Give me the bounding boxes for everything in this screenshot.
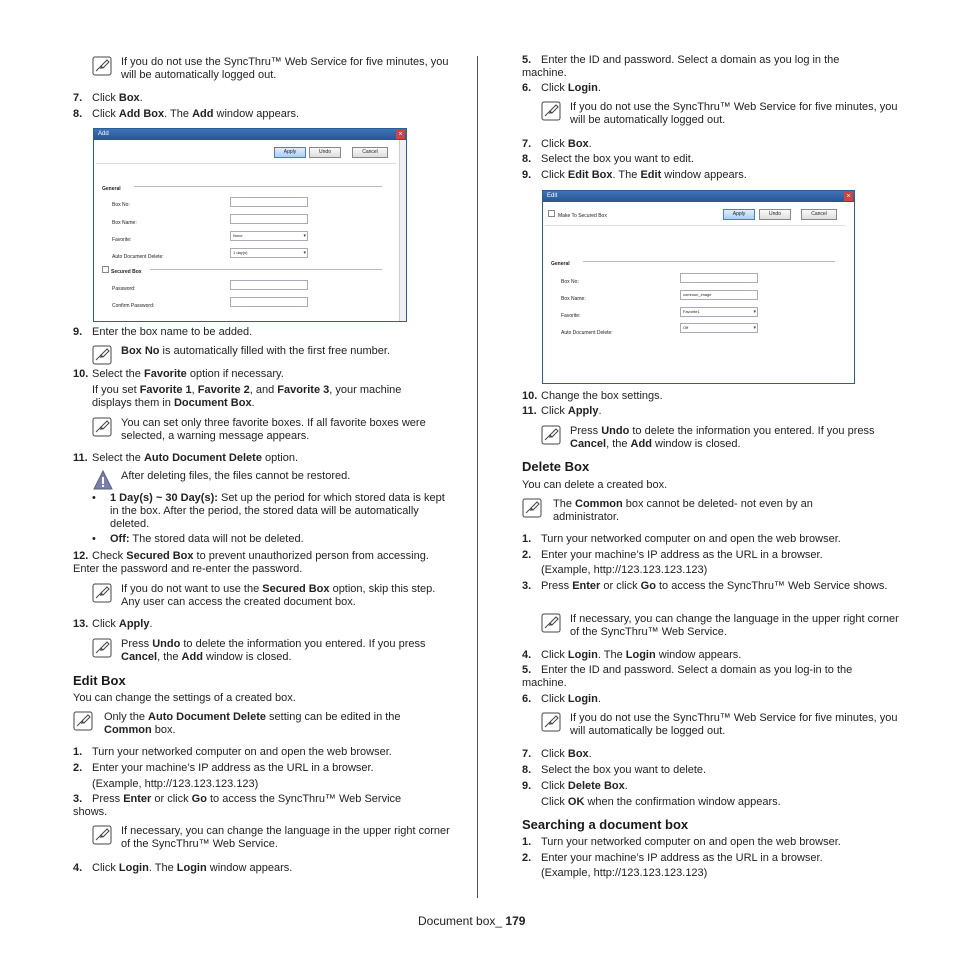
close-icon[interactable]: × bbox=[396, 130, 405, 139]
cancel-button[interactable]: Cancel bbox=[801, 209, 837, 220]
delete-step-9-detail: Click OK when the confirmation window appears. bbox=[541, 796, 781, 808]
step-9: 9. Click Edit Box. The Edit window appears. bbox=[522, 169, 747, 181]
page-footer bbox=[418, 915, 525, 928]
confirm-password-input[interactable] bbox=[230, 297, 308, 307]
step-8: 8. Select the box you want to edit. bbox=[522, 153, 694, 165]
delete-step-5: 5. Enter the ID and password. Select a domain as you log-in to the machine. bbox=[522, 664, 853, 689]
general-section-label: General bbox=[551, 261, 570, 267]
step-11: 11. Select the Auto Document Delete option. bbox=[73, 452, 299, 464]
make-secured-label: Make To Secured Box bbox=[558, 213, 607, 219]
step-10-detail: If you set Favorite 1, Favorite 2, and Favorite 3, your machine displays them in Document Box. bbox=[92, 384, 402, 409]
scrollbar[interactable] bbox=[399, 140, 406, 321]
box-name-input[interactable]: common_image bbox=[680, 290, 758, 300]
example-url: (Example, http://123.123.123.123) bbox=[92, 778, 259, 790]
step-8: 8. Click Add Box. The Add window appears. bbox=[73, 108, 300, 120]
example-url: (Example, http://123.123.123.123) bbox=[541, 564, 708, 576]
step-6: 6. Click Login. bbox=[522, 82, 601, 94]
secured-box-checkbox[interactable] bbox=[102, 266, 109, 273]
chevron-down-icon: ▾ bbox=[303, 250, 306, 256]
note-icon bbox=[92, 583, 112, 603]
delete-step-9: 9. Click Delete Box. bbox=[522, 780, 628, 792]
apply-button[interactable]: Apply bbox=[274, 147, 306, 158]
delete-step-2: 2. Enter your machine’s IP address as the URL in a browser. bbox=[522, 549, 823, 561]
divider bbox=[150, 269, 382, 270]
note-icon bbox=[92, 56, 112, 76]
chevron-down-icon: ▾ bbox=[303, 233, 306, 239]
box-no-label: Box No: bbox=[561, 279, 579, 285]
undo-button[interactable]: Undo bbox=[759, 209, 791, 220]
step-7: 7. Click Box. bbox=[522, 138, 592, 150]
edit-step-1: 1. Turn your networked computer on and open the web browser. bbox=[73, 746, 392, 758]
favorite-label: Favorite: bbox=[112, 237, 132, 243]
divider bbox=[583, 261, 835, 262]
favorite-label: Favorite: bbox=[561, 313, 581, 319]
warning-icon bbox=[92, 470, 114, 490]
password-input[interactable] bbox=[230, 280, 308, 290]
favorite-select[interactable]: None ▾ bbox=[230, 231, 308, 241]
delete-box-heading: Delete Box bbox=[522, 459, 590, 474]
note-icon bbox=[541, 712, 561, 732]
step-13: 13. Click Apply. bbox=[73, 618, 153, 630]
delete-step-4: 4. Click Login. The Login window appears. bbox=[522, 649, 742, 661]
note-icon bbox=[541, 425, 561, 445]
close-icon[interactable]: × bbox=[844, 192, 853, 201]
box-name-label: Box Name: bbox=[561, 296, 586, 302]
box-name-input[interactable] bbox=[230, 214, 308, 224]
edit-window-screenshot bbox=[542, 190, 855, 384]
delete-step-7: 7. Click Box. bbox=[522, 748, 592, 760]
step-10: 10. Select the Favorite option if necessary. bbox=[73, 368, 284, 380]
add-window-screenshot bbox=[93, 128, 407, 322]
divider bbox=[96, 163, 396, 164]
search-step-2: 2. Enter your machine’s IP address as the URL in a browser. bbox=[522, 852, 823, 864]
edit-step-3: 3. Press Enter or click Go to access the SyncThru™ Web Service shows. bbox=[73, 793, 402, 818]
edit-step-2: 2. Enter your machine’s IP address as the URL in a browser. bbox=[73, 762, 374, 774]
delete-step-3: 3. Press Enter or click Go to access the SyncThru™ Web Service shows. bbox=[522, 580, 888, 592]
delete-box-intro: You can delete a created box. bbox=[522, 479, 668, 491]
note-icon bbox=[92, 417, 112, 437]
note-icon bbox=[73, 711, 93, 731]
note-icon bbox=[92, 825, 112, 845]
note-icon bbox=[92, 345, 112, 365]
step-5: 5. Enter the ID and password. Select a domain as you log in the machine. bbox=[522, 54, 840, 79]
confirm-password-label: Confirm Password: bbox=[112, 303, 155, 309]
bullet-days: • 1 Day(s) ~ 30 Day(s): Set up the period for which stored data is kept in the box. After the period, the stored data will be automatically deleted. bbox=[92, 492, 445, 530]
page-number: 179 bbox=[505, 914, 526, 928]
make-secured-checkbox[interactable] bbox=[548, 210, 555, 217]
note-icon bbox=[541, 101, 561, 121]
step-10: 10. Change the box settings. bbox=[522, 390, 663, 402]
apply-button[interactable]: Apply bbox=[723, 209, 755, 220]
divider bbox=[134, 186, 382, 187]
step-9: 9. Enter the box name to be added. bbox=[73, 326, 253, 338]
note-icon bbox=[92, 638, 112, 658]
cancel-button[interactable]: Cancel bbox=[352, 147, 388, 158]
step-12: 12. Check Secured Box to prevent unauthorized person from accessing. Enter the password and re-enter the password. bbox=[73, 550, 429, 575]
edit-window-titlebar: Edit × bbox=[543, 191, 854, 202]
password-label: Password: bbox=[112, 286, 136, 292]
chevron-down-icon: ▾ bbox=[753, 325, 756, 331]
general-section-label: General bbox=[102, 186, 121, 192]
note-icon bbox=[541, 613, 561, 633]
box-name-label: Box Name: bbox=[112, 220, 137, 226]
auto-delete-select[interactable]: 1 day(s) ▾ bbox=[230, 248, 308, 258]
auto-delete-label: Auto Document Delete: bbox=[112, 254, 164, 260]
searching-heading: Searching a document box bbox=[522, 817, 689, 832]
example-url: (Example, http://123.123.123.123) bbox=[541, 867, 708, 879]
bullet-off: • Off: The stored data will not be deleted. bbox=[92, 533, 304, 545]
search-step-1: 1. Turn your networked computer on and open the web browser. bbox=[522, 836, 841, 848]
favorite-select[interactable]: Favorite1 ▾ bbox=[680, 307, 758, 317]
divider bbox=[545, 225, 845, 226]
add-window-titlebar: Add × bbox=[94, 129, 406, 140]
note-icon bbox=[522, 498, 542, 518]
footer-section: Document box_ bbox=[418, 914, 503, 928]
edit-box-heading: Edit Box bbox=[73, 673, 126, 688]
delete-step-1: 1. Turn your networked computer on and open the web browser. bbox=[522, 533, 841, 545]
delete-step-8: 8. Select the box you want to delete. bbox=[522, 764, 707, 776]
step-11: 11. Click Apply. bbox=[522, 405, 602, 417]
secured-box-label: Secured Box bbox=[111, 269, 142, 275]
box-no-input[interactable] bbox=[230, 197, 308, 207]
undo-button[interactable]: Undo bbox=[309, 147, 341, 158]
auto-delete-label: Auto Document Delete: bbox=[561, 330, 613, 336]
box-no-input[interactable] bbox=[680, 273, 758, 283]
edit-box-intro: You can change the settings of a created box. bbox=[73, 692, 296, 704]
step-7: 7. Click Box. bbox=[73, 92, 143, 104]
auto-delete-select[interactable]: Off ▾ bbox=[680, 323, 758, 333]
delete-step-6: 6. Click Login. bbox=[522, 693, 601, 705]
chevron-down-icon: ▾ bbox=[753, 309, 756, 315]
box-no-label: Box No: bbox=[112, 202, 130, 208]
column-divider bbox=[477, 56, 478, 898]
edit-step-4: 4. Click Login. The Login window appears. bbox=[73, 862, 293, 874]
